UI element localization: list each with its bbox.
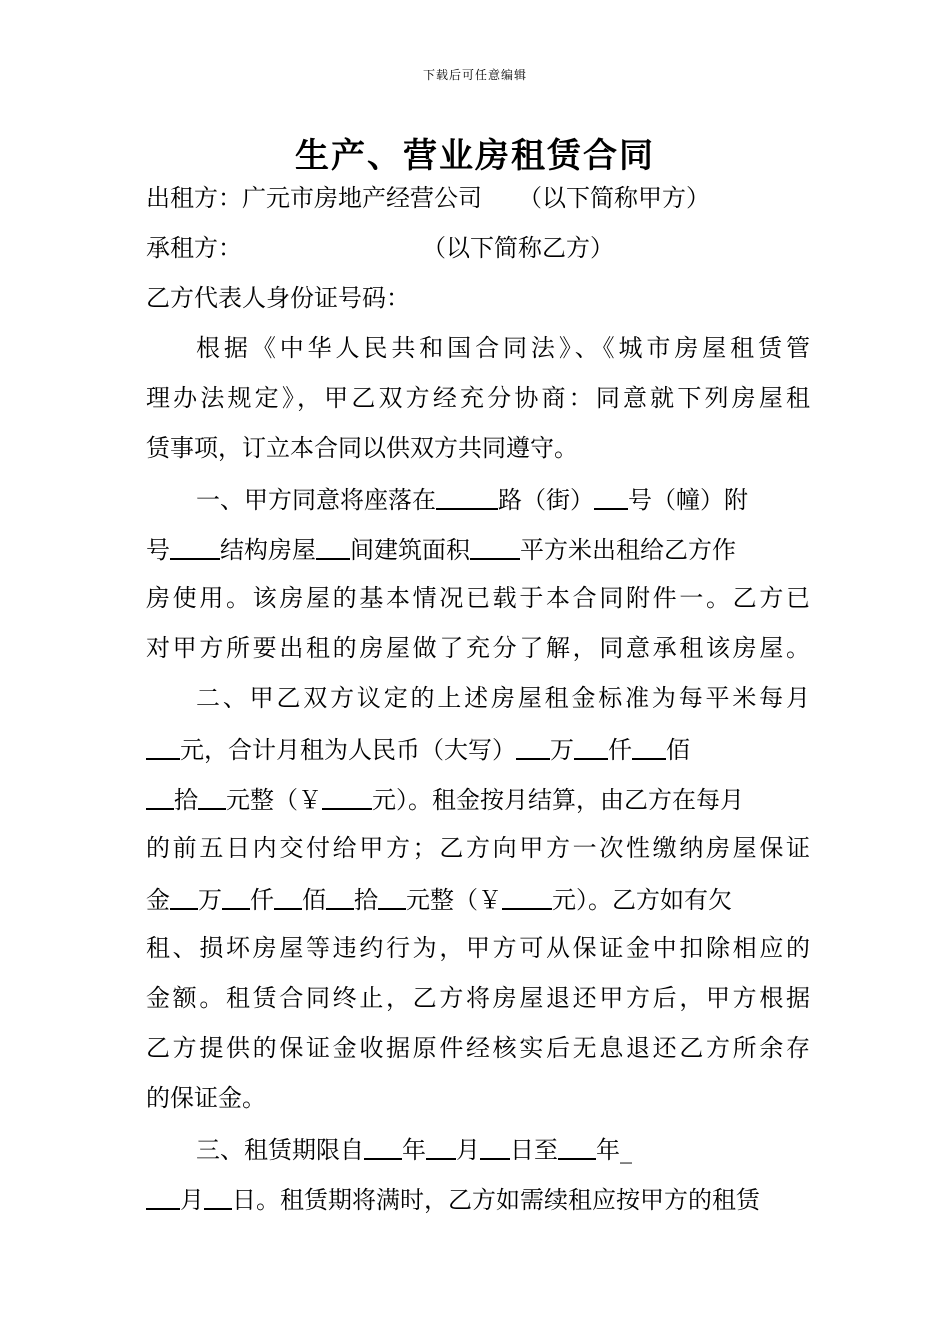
paragraph-intro-line-2: 理办法规定》，甲乙双方经充分协商：同意就下列房屋租 [146, 384, 810, 412]
blank-field[interactable] [204, 1186, 232, 1210]
clause-text: 年_ [596, 1136, 632, 1164]
blank-field[interactable] [378, 886, 406, 910]
clause-text: 号 [146, 536, 170, 564]
lessee-label: 承租方： [146, 234, 242, 262]
clause-text: 元）。乙方如有欠 [552, 886, 732, 914]
clause-text: 月 [180, 1186, 204, 1214]
clause-2-line-4: 的前五日内交付给甲方；乙方向甲方一次性缴纳房屋保证 [146, 834, 810, 862]
clause-text: 号（幢）附 [628, 486, 748, 514]
clause-2-line-7: 金额。租赁合同终止，乙方将房屋退还甲方后，甲方根据 [146, 984, 810, 1012]
clause-2-line-6: 租、损坏房屋等违约行为，甲方可从保证金中扣除相应的 [146, 934, 810, 962]
clause-text: 佰 [666, 736, 690, 764]
blank-field[interactable] [364, 1136, 402, 1160]
blank-field[interactable] [274, 886, 302, 910]
clause-text: 拾 [174, 786, 198, 814]
blank-field[interactable] [222, 886, 250, 910]
document-title: 生产、营业房租赁合同 [295, 136, 655, 176]
header-note: 下载后可任意编辑 [422, 68, 527, 82]
blank-field[interactable] [426, 1136, 456, 1160]
blank-field[interactable] [574, 736, 608, 760]
clause-2-line-1: 二、甲乙双方议定的上述房屋租金标准为每平米每月 [196, 684, 810, 712]
clause-text: 一、甲方同意将座落在 [196, 486, 436, 514]
blank-field[interactable] [558, 1136, 596, 1160]
clause-2-line-8: 乙方提供的保证金收据原件经核实后无息退还乙方所余存 [146, 1034, 810, 1062]
clause-text: 间建筑面积 [350, 536, 470, 564]
blank-field[interactable] [146, 786, 174, 810]
clause-text: 佰 [302, 886, 326, 914]
blank-field[interactable] [502, 886, 552, 910]
clause-1-line-3: 房使用。该房屋的基本情况已载于本合同附件一。乙方已 [146, 584, 810, 612]
paragraph-intro-line-3: 赁事项，订立本合同以供双方共同遵守。 [146, 434, 578, 462]
clause-text: 月 [456, 1136, 480, 1164]
clause-1-line-2 [146, 536, 736, 566]
clause-text: 三、租赁期限自 [196, 1136, 364, 1164]
clause-2-line-9: 的保证金。 [146, 1084, 266, 1112]
blank-field[interactable] [632, 736, 666, 760]
clause-text: 元整（￥ [406, 886, 502, 914]
blank-field[interactable] [516, 736, 550, 760]
clause-text: 平方米出租给乙方作 [520, 536, 736, 564]
blank-field[interactable] [326, 886, 354, 910]
paragraph-intro-line-1: 根据《中华人民共和国合同法》、《城市房屋租赁管 [196, 334, 810, 362]
clause-text: 元，合计月租为人民币（大写） [180, 736, 516, 764]
blank-field[interactable] [170, 886, 198, 910]
clause-text: 元整（￥ [226, 786, 322, 814]
id-number-line: 乙方代表人身份证号码： [146, 284, 410, 312]
lessee-abbrev: （以下简称乙方） [422, 234, 614, 262]
blank-field[interactable] [316, 536, 350, 560]
clause-1-line-1 [196, 486, 748, 516]
clause-2-line-3 [146, 786, 744, 816]
lessee-line [146, 236, 614, 266]
clause-1-line-4: 对甲方所要出租的房屋做了充分了解，同意承租该房屋。 [146, 634, 810, 662]
clause-3-line-2 [146, 1186, 760, 1216]
clause-text: 路（街） [498, 486, 594, 514]
lessor-line: 出租方：广元市房地产经营公司 （以下简称甲方） [146, 184, 710, 212]
clause-text: 年 [402, 1136, 426, 1164]
clause-text: 金 [146, 886, 170, 914]
clause-text: 元）。租金按月结算，由乙方在每月 [372, 786, 744, 814]
blank-field[interactable] [594, 486, 628, 510]
clause-text: 日。租赁期将满时，乙方如需续租应按甲方的租赁 [232, 1186, 760, 1214]
blank-field[interactable] [322, 786, 372, 810]
blank-field[interactable] [480, 1136, 510, 1160]
clause-3-line-1 [196, 1136, 632, 1166]
blank-field[interactable] [170, 536, 220, 560]
blank-field[interactable] [146, 736, 180, 760]
blank-field[interactable] [146, 1186, 180, 1210]
contract-body [146, 186, 810, 1236]
blank-field[interactable] [470, 536, 520, 560]
clause-text: 万 [550, 736, 574, 764]
clause-text: 拾 [354, 886, 378, 914]
clause-text: 日至 [510, 1136, 558, 1164]
clause-2-line-5 [146, 886, 732, 916]
blank-field[interactable] [436, 486, 498, 510]
clause-text: 仟 [608, 736, 632, 764]
clause-2-line-2 [146, 736, 690, 766]
clause-text: 结构房屋 [220, 536, 316, 564]
clause-text: 仟 [250, 886, 274, 914]
blank-field[interactable] [198, 786, 226, 810]
clause-text: 万 [198, 886, 222, 914]
